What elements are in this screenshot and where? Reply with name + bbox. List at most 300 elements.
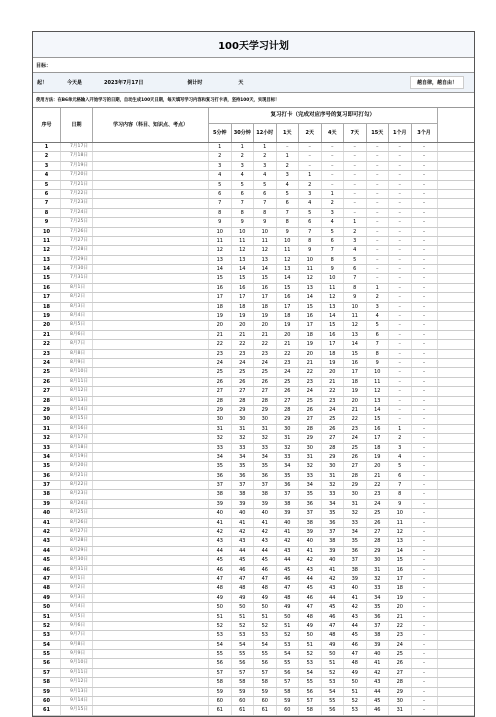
review-cell[interactable]: 31 [254, 425, 277, 433]
review-cell[interactable]: 50 [344, 678, 367, 686]
review-cell[interactable]: 42 [344, 603, 367, 611]
review-cell[interactable]: 44 [209, 547, 232, 555]
review-cell[interactable]: 7 [209, 199, 232, 207]
review-cell[interactable]: – [389, 274, 412, 282]
review-cell[interactable]: 51 [344, 688, 367, 696]
review-cell[interactable]: 30 [277, 425, 300, 433]
review-cell[interactable]: 34 [277, 462, 300, 470]
review-cell[interactable]: 27 [389, 669, 412, 677]
review-cell[interactable]: 53 [232, 631, 255, 639]
review-cell[interactable]: – [412, 359, 438, 367]
review-cell[interactable]: 46 [209, 566, 232, 574]
review-cell[interactable]: 57 [277, 678, 300, 686]
review-cell[interactable]: – [412, 246, 438, 254]
review-cell[interactable]: 17 [322, 340, 345, 348]
study-content-cell[interactable] [93, 331, 209, 339]
review-cell[interactable]: 9 [322, 265, 345, 273]
review-cell[interactable]: 45 [254, 556, 277, 564]
review-cell[interactable]: – [389, 171, 412, 179]
review-cell[interactable]: 16 [322, 331, 345, 339]
review-cell[interactable]: 36 [299, 500, 322, 508]
review-cell[interactable]: 41 [367, 659, 390, 667]
review-cell[interactable]: 19 [389, 594, 412, 602]
review-cell[interactable]: 59 [254, 688, 277, 696]
review-cell[interactable]: – [412, 453, 438, 461]
review-cell[interactable]: 17 [344, 368, 367, 376]
review-cell[interactable]: 29 [299, 434, 322, 442]
review-cell[interactable]: 43 [322, 584, 345, 592]
review-cell[interactable]: 18 [232, 303, 255, 311]
review-cell[interactable]: 35 [277, 472, 300, 480]
review-cell[interactable]: – [412, 481, 438, 489]
study-content-cell[interactable] [93, 594, 209, 602]
review-cell[interactable]: 22 [299, 368, 322, 376]
review-cell[interactable]: 57 [254, 669, 277, 677]
review-cell[interactable]: 27 [232, 387, 255, 395]
review-cell[interactable]: 11 [389, 519, 412, 527]
review-cell[interactable]: 38 [367, 631, 390, 639]
review-cell[interactable]: 54 [209, 641, 232, 649]
review-cell[interactable]: 32 [254, 434, 277, 442]
review-cell[interactable]: 32 [299, 462, 322, 470]
review-cell[interactable]: 36 [367, 613, 390, 621]
review-cell[interactable]: – [367, 143, 390, 151]
review-cell[interactable]: – [389, 265, 412, 273]
study-content-cell[interactable] [93, 152, 209, 160]
review-cell[interactable]: 21 [344, 406, 367, 414]
review-cell[interactable]: 53 [344, 706, 367, 714]
review-cell[interactable]: 10 [389, 509, 412, 517]
review-cell[interactable]: 6 [254, 190, 277, 198]
review-cell[interactable]: 34 [232, 453, 255, 461]
review-cell[interactable]: 17 [209, 293, 232, 301]
review-cell[interactable]: 36 [209, 472, 232, 480]
review-cell[interactable]: 31 [344, 500, 367, 508]
review-cell[interactable]: 59 [209, 688, 232, 696]
review-cell[interactable]: 1 [277, 152, 300, 160]
study-content-cell[interactable] [93, 519, 209, 527]
review-cell[interactable]: 15 [367, 415, 390, 423]
review-cell[interactable]: 15 [254, 274, 277, 282]
review-cell[interactable]: – [389, 303, 412, 311]
review-cell[interactable]: 6 [389, 472, 412, 480]
review-cell[interactable]: – [412, 434, 438, 442]
review-cell[interactable]: 11 [299, 265, 322, 273]
review-cell[interactable]: 18 [367, 444, 390, 452]
review-cell[interactable]: 16 [277, 293, 300, 301]
review-cell[interactable]: 13 [299, 284, 322, 292]
review-cell[interactable]: 23 [389, 631, 412, 639]
review-cell[interactable]: 47 [344, 650, 367, 658]
review-cell[interactable]: – [367, 152, 390, 160]
review-cell[interactable]: – [412, 387, 438, 395]
review-cell[interactable]: 20 [209, 321, 232, 329]
review-cell[interactable]: 48 [254, 584, 277, 592]
review-cell[interactable]: 46 [277, 575, 300, 583]
review-cell[interactable]: 41 [254, 519, 277, 527]
review-cell[interactable]: 53 [254, 631, 277, 639]
review-cell[interactable]: 21 [322, 378, 345, 386]
review-cell[interactable]: – [412, 237, 438, 245]
review-cell[interactable]: – [412, 594, 438, 602]
review-cell[interactable]: 8 [254, 209, 277, 217]
review-cell[interactable]: 25 [254, 368, 277, 376]
review-cell[interactable]: 50 [232, 603, 255, 611]
review-cell[interactable]: 2 [389, 434, 412, 442]
study-content-cell[interactable] [93, 688, 209, 696]
review-cell[interactable]: 23 [232, 350, 255, 358]
review-cell[interactable]: 35 [254, 462, 277, 470]
review-cell[interactable]: 53 [322, 678, 345, 686]
review-cell[interactable]: 21 [389, 613, 412, 621]
review-cell[interactable]: 59 [232, 688, 255, 696]
review-cell[interactable]: – [412, 688, 438, 696]
review-cell[interactable]: 32 [232, 434, 255, 442]
review-cell[interactable]: 22 [254, 340, 277, 348]
review-cell[interactable]: 37 [367, 622, 390, 630]
review-cell[interactable]: 40 [209, 509, 232, 517]
review-cell[interactable]: 2 [344, 228, 367, 236]
review-cell[interactable]: – [412, 500, 438, 508]
review-cell[interactable]: 53 [209, 631, 232, 639]
review-cell[interactable]: 14 [389, 547, 412, 555]
review-cell[interactable]: 4 [254, 171, 277, 179]
review-cell[interactable]: 13 [232, 256, 255, 264]
review-cell[interactable]: 19 [344, 387, 367, 395]
review-cell[interactable]: 11 [232, 237, 255, 245]
review-cell[interactable]: 5 [232, 181, 255, 189]
review-cell[interactable]: 45 [322, 603, 345, 611]
review-cell[interactable]: 52 [277, 631, 300, 639]
study-content-cell[interactable] [93, 143, 209, 151]
review-cell[interactable]: 15 [389, 556, 412, 564]
review-cell[interactable]: 33 [209, 444, 232, 452]
review-cell[interactable]: 13 [389, 537, 412, 545]
review-cell[interactable]: 44 [299, 575, 322, 583]
study-content-cell[interactable] [93, 190, 209, 198]
review-cell[interactable]: – [367, 199, 390, 207]
review-cell[interactable]: 55 [299, 678, 322, 686]
review-cell[interactable]: 57 [209, 669, 232, 677]
review-cell[interactable]: 10 [232, 228, 255, 236]
review-cell[interactable]: 57 [232, 669, 255, 677]
study-content-cell[interactable] [93, 584, 209, 592]
review-cell[interactable]: 28 [277, 406, 300, 414]
review-cell[interactable]: 2 [299, 181, 322, 189]
review-cell[interactable]: – [412, 622, 438, 630]
review-cell[interactable]: 32 [209, 434, 232, 442]
study-content-cell[interactable] [93, 556, 209, 564]
review-cell[interactable]: 51 [322, 659, 345, 667]
review-cell[interactable]: 9 [232, 218, 255, 226]
review-cell[interactable]: 1 [254, 143, 277, 151]
review-cell[interactable]: – [412, 659, 438, 667]
review-cell[interactable]: 52 [209, 622, 232, 630]
review-cell[interactable]: 2 [232, 152, 255, 160]
review-cell[interactable]: 27 [299, 415, 322, 423]
review-cell[interactable]: 15 [209, 274, 232, 282]
review-cell[interactable]: 61 [232, 706, 255, 714]
review-cell[interactable]: 19 [299, 340, 322, 348]
review-cell[interactable]: – [412, 669, 438, 677]
review-cell[interactable]: 42 [367, 669, 390, 677]
review-cell[interactable]: 5 [344, 256, 367, 264]
review-cell[interactable]: 8 [367, 350, 390, 358]
review-cell[interactable]: 20 [254, 321, 277, 329]
review-cell[interactable]: 1 [299, 171, 322, 179]
review-cell[interactable]: 7 [367, 340, 390, 348]
review-cell[interactable]: 50 [322, 650, 345, 658]
review-cell[interactable]: 43 [344, 613, 367, 621]
review-cell[interactable]: 5 [277, 190, 300, 198]
review-cell[interactable]: 13 [367, 397, 390, 405]
review-cell[interactable]: 56 [277, 669, 300, 677]
review-cell[interactable]: 8 [232, 209, 255, 217]
review-cell[interactable]: 19 [254, 312, 277, 320]
review-cell[interactable]: 16 [209, 284, 232, 292]
study-content-cell[interactable] [93, 350, 209, 358]
review-cell[interactable]: 7 [344, 274, 367, 282]
study-content-cell[interactable] [93, 425, 209, 433]
review-cell[interactable]: 48 [277, 594, 300, 602]
review-cell[interactable]: 3 [209, 162, 232, 170]
review-cell[interactable]: – [412, 218, 438, 226]
review-cell[interactable]: 40 [344, 584, 367, 592]
review-cell[interactable]: – [412, 143, 438, 151]
review-cell[interactable]: – [389, 284, 412, 292]
review-cell[interactable]: 4 [232, 171, 255, 179]
review-cell[interactable]: – [299, 152, 322, 160]
review-cell[interactable]: 9 [367, 359, 390, 367]
review-cell[interactable]: 26 [277, 387, 300, 395]
review-cell[interactable]: 37 [254, 481, 277, 489]
review-cell[interactable]: 29 [389, 688, 412, 696]
review-cell[interactable]: – [412, 171, 438, 179]
review-cell[interactable]: 20 [367, 462, 390, 470]
review-cell[interactable]: – [344, 171, 367, 179]
review-cell[interactable]: 48 [232, 584, 255, 592]
review-cell[interactable]: 4 [322, 218, 345, 226]
review-cell[interactable]: – [367, 274, 390, 282]
review-cell[interactable]: 37 [322, 528, 345, 536]
review-cell[interactable]: 56 [254, 659, 277, 667]
review-cell[interactable]: 11 [344, 312, 367, 320]
review-cell[interactable]: 11 [254, 237, 277, 245]
study-content-cell[interactable] [93, 537, 209, 545]
review-cell[interactable]: – [389, 321, 412, 329]
review-cell[interactable]: 31 [367, 566, 390, 574]
review-cell[interactable]: 21 [367, 472, 390, 480]
review-cell[interactable]: 33 [254, 444, 277, 452]
review-cell[interactable]: – [412, 378, 438, 386]
review-cell[interactable]: 8 [322, 256, 345, 264]
review-cell[interactable]: 11 [277, 246, 300, 254]
review-cell[interactable]: – [389, 209, 412, 217]
review-cell[interactable]: 43 [277, 547, 300, 555]
review-cell[interactable]: – [367, 171, 390, 179]
review-cell[interactable]: 17 [254, 293, 277, 301]
review-cell[interactable]: 30 [209, 415, 232, 423]
review-cell[interactable]: 60 [254, 697, 277, 705]
review-cell[interactable]: 26 [254, 378, 277, 386]
review-cell[interactable]: 2 [277, 162, 300, 170]
review-cell[interactable]: 1 [322, 190, 345, 198]
study-content-cell[interactable] [93, 171, 209, 179]
review-cell[interactable]: 33 [232, 444, 255, 452]
review-cell[interactable]: 60 [277, 706, 300, 714]
review-cell[interactable]: 26 [367, 519, 390, 527]
review-cell[interactable]: 15 [277, 284, 300, 292]
review-cell[interactable]: 40 [367, 650, 390, 658]
review-cell[interactable]: 20 [277, 331, 300, 339]
study-content-cell[interactable] [93, 472, 209, 480]
review-cell[interactable]: 38 [254, 490, 277, 498]
review-cell[interactable]: 45 [344, 631, 367, 639]
review-cell[interactable]: 16 [344, 359, 367, 367]
review-cell[interactable]: 21 [299, 359, 322, 367]
review-cell[interactable]: 56 [322, 706, 345, 714]
review-cell[interactable]: 14 [299, 293, 322, 301]
review-cell[interactable]: 3 [322, 209, 345, 217]
review-cell[interactable]: – [412, 678, 438, 686]
review-cell[interactable]: 44 [344, 622, 367, 630]
review-cell[interactable]: 12 [389, 528, 412, 536]
review-cell[interactable]: – [412, 650, 438, 658]
review-cell[interactable]: 36 [254, 472, 277, 480]
review-cell[interactable]: 22 [277, 350, 300, 358]
study-content-cell[interactable] [93, 378, 209, 386]
review-cell[interactable]: – [389, 256, 412, 264]
review-cell[interactable]: 50 [209, 603, 232, 611]
review-cell[interactable]: 5 [322, 228, 345, 236]
review-cell[interactable]: – [412, 566, 438, 574]
review-cell[interactable]: – [389, 143, 412, 151]
study-content-cell[interactable] [93, 650, 209, 658]
review-cell[interactable]: 7 [389, 481, 412, 489]
review-cell[interactable]: 19 [277, 321, 300, 329]
review-cell[interactable]: 31 [389, 706, 412, 714]
review-cell[interactable]: 27 [344, 462, 367, 470]
review-cell[interactable]: 23 [322, 397, 345, 405]
review-cell[interactable]: – [322, 181, 345, 189]
review-cell[interactable]: 23 [254, 350, 277, 358]
review-cell[interactable]: 25 [344, 444, 367, 452]
review-cell[interactable]: 41 [232, 519, 255, 527]
review-cell[interactable]: 29 [209, 406, 232, 414]
review-cell[interactable]: 49 [209, 594, 232, 602]
review-cell[interactable]: 53 [277, 641, 300, 649]
review-cell[interactable]: 38 [299, 519, 322, 527]
study-content-cell[interactable] [93, 528, 209, 536]
review-cell[interactable]: 13 [322, 303, 345, 311]
review-cell[interactable]: 17 [367, 434, 390, 442]
review-cell[interactable]: 42 [209, 528, 232, 536]
review-cell[interactable]: 16 [367, 425, 390, 433]
review-cell[interactable]: – [412, 303, 438, 311]
review-cell[interactable]: 4 [344, 246, 367, 254]
review-cell[interactable]: 51 [299, 641, 322, 649]
review-cell[interactable]: 3 [299, 190, 322, 198]
review-cell[interactable]: 32 [277, 444, 300, 452]
review-cell[interactable]: 49 [254, 594, 277, 602]
review-cell[interactable]: 17 [299, 321, 322, 329]
review-cell[interactable]: 39 [344, 575, 367, 583]
review-cell[interactable]: – [412, 706, 438, 714]
review-cell[interactable]: 42 [277, 537, 300, 545]
review-cell[interactable]: 19 [367, 453, 390, 461]
review-cell[interactable]: 12 [367, 387, 390, 395]
review-cell[interactable]: 10 [254, 228, 277, 236]
review-cell[interactable]: 25 [367, 509, 390, 517]
review-cell[interactable]: 8 [299, 237, 322, 245]
review-cell[interactable]: 34 [367, 594, 390, 602]
review-cell[interactable]: – [389, 387, 412, 395]
review-cell[interactable]: 9 [254, 218, 277, 226]
review-cell[interactable]: 28 [389, 678, 412, 686]
review-cell[interactable]: 40 [277, 519, 300, 527]
review-cell[interactable]: 48 [299, 613, 322, 621]
review-cell[interactable]: 6 [367, 331, 390, 339]
review-cell[interactable]: 58 [299, 706, 322, 714]
review-cell[interactable]: – [389, 181, 412, 189]
review-cell[interactable]: – [412, 256, 438, 264]
review-cell[interactable]: 5 [254, 181, 277, 189]
study-content-cell[interactable] [93, 406, 209, 414]
review-cell[interactable]: 37 [344, 556, 367, 564]
review-cell[interactable]: 23 [367, 490, 390, 498]
review-cell[interactable]: 13 [344, 331, 367, 339]
study-content-cell[interactable] [93, 368, 209, 376]
review-cell[interactable]: 15 [322, 321, 345, 329]
review-cell[interactable]: 45 [232, 556, 255, 564]
review-cell[interactable]: 43 [209, 537, 232, 545]
review-cell[interactable]: 10 [367, 368, 390, 376]
review-cell[interactable]: 19 [209, 312, 232, 320]
review-cell[interactable]: 7 [232, 199, 255, 207]
review-cell[interactable]: 24 [254, 359, 277, 367]
review-cell[interactable]: – [299, 162, 322, 170]
study-content-cell[interactable] [93, 293, 209, 301]
review-cell[interactable]: – [412, 209, 438, 217]
review-cell[interactable]: 36 [232, 472, 255, 480]
review-cell[interactable]: 43 [299, 566, 322, 574]
review-cell[interactable]: 54 [322, 688, 345, 696]
review-cell[interactable]: 56 [232, 659, 255, 667]
review-cell[interactable]: 46 [299, 594, 322, 602]
review-cell[interactable]: 35 [209, 462, 232, 470]
study-content-cell[interactable] [93, 697, 209, 705]
review-cell[interactable]: – [389, 350, 412, 358]
review-cell[interactable]: 38 [209, 490, 232, 498]
review-cell[interactable]: 16 [232, 284, 255, 292]
review-cell[interactable]: 24 [232, 359, 255, 367]
review-cell[interactable]: – [389, 246, 412, 254]
study-content-cell[interactable] [93, 340, 209, 348]
review-cell[interactable]: 34 [209, 453, 232, 461]
review-cell[interactable]: 14 [344, 340, 367, 348]
review-cell[interactable]: 42 [254, 528, 277, 536]
study-content-cell[interactable] [93, 415, 209, 423]
review-cell[interactable]: 41 [344, 594, 367, 602]
review-cell[interactable]: 41 [322, 566, 345, 574]
review-cell[interactable]: 28 [232, 397, 255, 405]
review-cell[interactable]: 51 [277, 622, 300, 630]
review-cell[interactable]: 8 [209, 209, 232, 217]
review-cell[interactable]: 42 [322, 575, 345, 583]
review-cell[interactable]: 30 [254, 415, 277, 423]
review-cell[interactable]: – [412, 575, 438, 583]
review-cell[interactable]: 8 [277, 218, 300, 226]
